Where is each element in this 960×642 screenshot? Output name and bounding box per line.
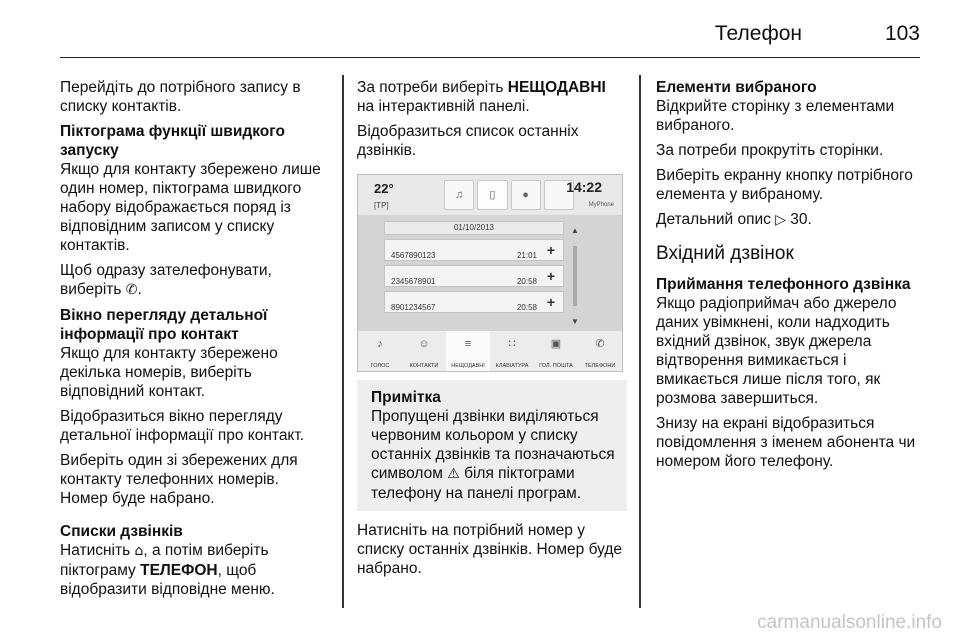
column-3 <box>656 78 926 477</box>
watermark: carmanualsonline.info <box>757 612 942 633</box>
chevron-down-icon[interactable]: ▼ <box>571 317 579 326</box>
page-number: 103 <box>884 22 920 45</box>
scrollbar[interactable] <box>570 221 580 326</box>
call-time: 21:01 <box>516 251 537 260</box>
contacts-button[interactable]: ☺ КОНТАКТИ <box>402 331 446 371</box>
voicemail-button[interactable]: ▣ ГОЛ. ПОШТА <box>534 331 578 371</box>
text: Щоб одразу зателефонувати, виберіть <box>60 262 272 298</box>
phones-icon: ✆ <box>595 338 605 350</box>
recent-button[interactable]: ≡ НЕЩОДАВНІ <box>446 331 490 371</box>
phone-icon: ✆ <box>125 282 138 298</box>
add-icon[interactable]: + <box>546 294 556 310</box>
paragraph <box>357 78 627 116</box>
text-bold: ТЕЛЕФОН <box>140 562 218 579</box>
column-2 <box>357 78 627 584</box>
voicemail-icon: ▣ <box>550 338 562 350</box>
globe-tab-icon[interactable]: ● <box>511 180 541 210</box>
column-1 <box>60 78 328 605</box>
paragraph: Якщо для контакту збережено декілька номерів, виберіть відповідний контакт. <box>60 345 278 400</box>
keypad-button[interactable]: ∷ КЛАВІАТУРА <box>490 331 534 371</box>
add-icon[interactable]: + <box>546 268 556 284</box>
voice-button[interactable]: ♪ ГОЛОС <box>358 331 402 371</box>
call-number: 4567890123 <box>391 251 436 260</box>
text: Натисніть <box>60 542 131 559</box>
note-text: Пропущені дзвінки виділяються червоним кольором у списку останніх дзвінків та позначаються символом ⚠ біля піктограми телефону на панелі програм. <box>371 408 615 502</box>
call-number: 2345678901 <box>391 277 436 286</box>
paragraph: Якщо для контакту збережено лише один номер, піктограма швидкого набору відображається поряд із відповідним записом у списку контактів. <box>60 161 321 254</box>
app-tabs <box>444 180 574 210</box>
mic-icon: ♪ <box>377 338 383 350</box>
status-bar <box>358 175 622 215</box>
heading-favourites: Елементи вибраного <box>656 79 817 96</box>
paragraph <box>60 541 328 599</box>
heading-receive-call: Приймання телефонного дзвінка <box>656 276 911 293</box>
call-row[interactable] <box>384 239 564 261</box>
note-box <box>357 380 627 511</box>
temperature: 22° <box>374 181 394 196</box>
column-divider-2 <box>639 75 641 608</box>
device-name: MyPhone <box>588 202 614 208</box>
text: . <box>137 281 142 298</box>
header-title: Телефон <box>714 22 802 45</box>
contacts-icon: ☺ <box>418 338 430 350</box>
paragraph: Відкрийте сторінку з елементами вибраного. <box>656 98 895 134</box>
paragraph: Натисніть на потрібний номер у списку останніх дзвінків. Номер буде набрано. <box>357 522 623 577</box>
section-title: Вхідний дзвінок <box>656 243 794 264</box>
text: За потреби виберіть <box>357 79 504 96</box>
phones-button[interactable]: ✆ ТЕЛЕФОНИ <box>578 331 622 371</box>
paragraph: Детальний опис ▷ 30. <box>656 211 812 228</box>
paragraph <box>60 261 328 300</box>
call-row[interactable] <box>384 291 564 313</box>
page-header <box>60 14 920 58</box>
column-divider-1 <box>342 75 344 608</box>
music-tab-icon[interactable]: ♫ <box>444 180 474 210</box>
note-title: Примітка <box>371 389 441 406</box>
keypad-icon: ∷ <box>508 338 516 350</box>
call-time: 20:58 <box>516 303 537 312</box>
heading-contact-details: Вікно перегляду детальної інформації про контакт <box>60 307 268 343</box>
paragraph: Знизу на екрані відобразиться повідомлення з іменем абонента чи номером його телефону. <box>656 415 916 470</box>
paragraph: Якщо радіоприймач або джерело даних увімкнені, коли надходить вхідний дзвінок, звук джерела відтворення вимикається і вмикається лише після того, як розмова завершиться. <box>656 295 897 407</box>
recent-calls-list <box>384 221 564 313</box>
call-time: 20:58 <box>516 277 537 286</box>
recent-icon: ≡ <box>464 338 472 350</box>
clock: 14:22 <box>566 179 602 195</box>
text: на інтерактивній панелі. <box>357 98 530 115</box>
paragraph: Виберіть екранну кнопку потрібного елемента у вибраному. <box>656 167 913 203</box>
heading-call-lists: Списки дзвінків <box>60 523 183 540</box>
heading-quick-launch: Піктограма функції швидкого запуску <box>60 123 285 159</box>
warning-icon: ⚠ <box>447 466 460 482</box>
chevron-up-icon[interactable]: ▲ <box>571 226 579 235</box>
tp-indicator: [TP] <box>374 201 389 210</box>
call-row[interactable] <box>384 265 564 287</box>
page-reference-icon: ▷ <box>775 212 786 228</box>
text: , щоб відобразити відповідне меню. <box>60 562 275 598</box>
paragraph: Відобразиться вікно перегляду детальної інформації про контакт. <box>60 408 305 444</box>
phone-tab-icon[interactable]: ▯ <box>477 180 507 210</box>
scroll-track[interactable] <box>573 246 577 306</box>
interaction-selector-bar <box>358 331 622 371</box>
add-icon[interactable]: + <box>546 242 556 258</box>
paragraph: Відобразиться список останніх дзвінків. <box>357 123 579 159</box>
paragraph: Виберіть один зі збережених для контакту телефонних номерів. Номер буде набрано. <box>60 452 298 507</box>
text: , а потім виберіть піктограму <box>60 542 269 579</box>
call-number: 8901234567 <box>391 303 436 312</box>
list-date: 01/10/2013 <box>384 221 564 235</box>
paragraph: За потреби прокрутіть сторінки. <box>656 142 884 159</box>
home-icon: ⌂ <box>134 543 144 559</box>
paragraph: Перейдіть до потрібного запису в списку контактів. <box>60 79 301 115</box>
text-bold: НЕЩОДАВНІ <box>507 79 606 96</box>
infotainment-screenshot <box>357 174 623 372</box>
